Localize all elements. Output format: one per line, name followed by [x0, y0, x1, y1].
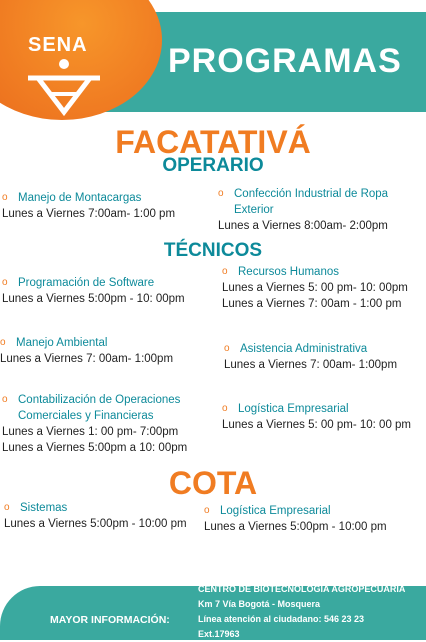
sena-logo-icon — [24, 56, 104, 116]
logo-text: SENA — [28, 34, 88, 56]
section-heading-operario: OPERARIO — [162, 155, 264, 176]
program-recursos-humanos — [222, 264, 422, 312]
program-contabilizacion — [2, 392, 217, 456]
program-schedule: Lunes a Viernes 8:00am- 2:00pm — [218, 220, 388, 232]
program-manejo-montacargas — [2, 190, 202, 222]
program-schedule: Lunes a Viernes 1: 00 pm- 7:00pm — [2, 426, 179, 438]
contact-center-name: CENTRO DE BIOTECNOLOGÍA AGROPECUARIA — [198, 584, 406, 594]
circle-bullet-icon: o — [222, 266, 228, 277]
program-schedule: Lunes a Viernes 7: 00am - 1:00 pm — [222, 298, 402, 310]
program-schedule: Lunes a Viernes 7: 00am- 1:00pm — [224, 359, 398, 371]
program-schedule: Lunes a Viernes 5: 00 pm- 10: 00 pm — [222, 419, 412, 431]
circle-bullet-icon: o — [224, 343, 230, 354]
program-name: Logística Empresarial — [238, 403, 349, 415]
program-schedule: Lunes a Viernes 5:00pm - 10:00 pm — [4, 518, 187, 530]
contact-extension: Ext.17963 — [198, 629, 240, 639]
city-heading-cota: COTA — [168, 465, 258, 501]
program-name: Manejo Ambiental — [16, 337, 108, 349]
program-name-continued: Comerciales y Financieras — [18, 410, 154, 422]
program-name: Sistemas — [20, 502, 68, 514]
program-schedule: Lunes a Viernes 7:00am- 1:00 pm — [2, 208, 176, 220]
circle-bullet-icon: o — [2, 394, 8, 405]
contact-phone: Línea atención al ciudadano: 546 23 23 — [198, 614, 365, 624]
program-name: Contabilización de Operaciones — [18, 394, 181, 406]
program-programacion-software — [2, 275, 212, 307]
circle-bullet-icon: o — [2, 192, 8, 203]
program-name: Asistencia Administrativa — [240, 343, 368, 355]
program-name: Recursos Humanos — [238, 266, 339, 278]
program-name: Manejo de Montacargas — [18, 192, 142, 204]
city-heading-facatativa: FACATATIVÁ — [115, 124, 311, 160]
program-manejo-ambiental — [0, 335, 210, 367]
circle-bullet-icon: o — [218, 188, 224, 199]
contact-address: Km 7 Vía Bogotá - Mosquera — [198, 599, 321, 609]
circle-bullet-icon: o — [2, 277, 8, 288]
page-title: PROGRAMAS — [168, 42, 402, 80]
circle-bullet-icon: o — [222, 403, 228, 414]
program-sistemas — [4, 500, 204, 532]
circle-bullet-icon: o — [204, 505, 210, 516]
program-logistica-empresarial-cota — [204, 503, 414, 535]
program-name: Programación de Software — [18, 277, 155, 289]
program-name-continued: Exterior — [234, 204, 274, 216]
circle-bullet-icon: o — [4, 502, 10, 513]
circle-bullet-icon: o — [0, 337, 6, 348]
program-name: Confección Industrial de Ropa — [234, 188, 389, 200]
footer-label: MAYOR INFORMACIÓN: — [50, 614, 170, 626]
contact-info — [198, 582, 405, 642]
program-schedule: Lunes a Viernes 5:00pm a 10: 00pm — [2, 442, 188, 454]
program-schedule: Lunes a Viernes 7: 00am- 1:00pm — [0, 353, 174, 365]
program-schedule: Lunes a Viernes 5: 00 pm- 10: 00pm — [222, 282, 408, 294]
program-schedule: Lunes a Viernes 5:00pm - 10:00 pm — [204, 521, 387, 533]
program-asistencia-administrativa — [224, 341, 424, 373]
program-name: Logística Empresarial — [220, 505, 331, 517]
program-schedule: Lunes a Viernes 5:00pm - 10: 00pm — [2, 293, 185, 305]
program-confeccion-industrial — [218, 186, 423, 234]
section-heading-tecnicos: TÉCNICOS — [163, 240, 263, 261]
footer-banner — [0, 586, 426, 640]
program-logistica-empresarial-facatativa — [222, 401, 422, 433]
